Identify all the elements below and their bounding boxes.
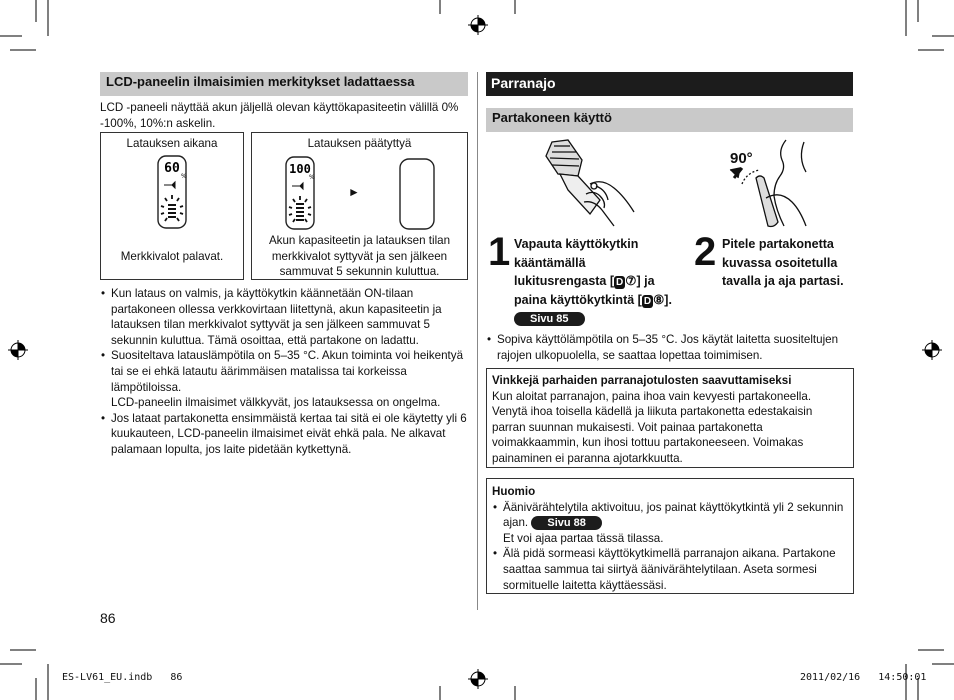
step-1-text: Vapauta käyttökytkin kääntämällä lukitusrengasta [ D ⑦] ja paina käyttökytkintä [ D ⑧]. [514,237,672,307]
footer-file: ES-LV61_EU.indb 86 [62,672,183,683]
svg-text:%: % [309,174,315,181]
list-item: • Kun lataus on valmis, ja käyttökytkin käännetään ON-tilaan partakoneen ollessa verkkovirtaan liitettynä, akun kapasiteetin ja latauksen tilan merkkivalot syttyvät ja sen jälkeen sammuvat 5 sekunnin kuluttua. Tämä osoittaa, että partakone on ladattu. [100,286,468,348]
lcd-value: 60 [164,160,180,176]
note-title: Huomio [492,485,536,498]
panel-during-charging [100,132,244,280]
arrow-icon: ► [348,185,360,199]
panel-after-charging [251,132,468,280]
svg-text:%: % [181,172,187,180]
list-item: • Äänivärähtelytila aktivoituu, jos painat käyttökytkintä yli 2 sekunnin ajan. Sivu 88 Et voi ajaa partaa tässä tilassa. [492,500,848,547]
panel-caption: Merkkivalot palavat. [120,250,224,263]
sub-title-usage: Partakoneen käyttö [486,108,853,132]
section-title-shaving: Parranajo [486,72,853,96]
panel-title: Latauksen aikana [126,137,218,150]
registration-mark-icon [922,340,942,360]
registration-mark-icon [8,340,28,360]
page-ref-badge[interactable]: Sivu 85 [514,312,585,326]
panel-caption: Akun kapasiteetin ja latauksen tilan merkkivalot syttyvät ja sen jälkeen sammuvat 5 sekunnin kuluttua. [268,234,451,279]
ref-d-icon: D [616,277,624,288]
note-box [486,478,854,594]
note-bullet-list [492,500,848,594]
intro-text: LCD -paneeli näyttää akun jäljellä olevan käyttökapasiteetin välillä 0% -100%, 10%:n askelin. [100,101,459,130]
list-item: • Jos lataat partakonetta ensimmäistä kertaa tai sitä ei ole käytetty yli 6 kuukauteen, LCD-paneelin ilmaisimet eivät ehkä pala. Ne alkavat palamaan lopulta, jos laite pidetään kytkettynä. [100,411,468,458]
shaving-angle-illustration [728,138,818,230]
step-number: 1 [488,230,511,274]
tips-text: Kun aloitat parranajon, paina ihoa vain kevyesti partakoneella. Venytä ihoa toisella kädellä ja liikuta partakonetta edestakaisin parran suunnan mukaisesti. Voit painaa partakonetta voimakkaammin, kun ihosi tottuu partakoneeseen. Voimakas painaminen ei paranna ajotarkkuutta. [492,389,813,465]
lcd-display-icon [142,154,202,234]
registration-mark-icon [468,669,488,689]
registration-mark-icon [468,15,488,35]
list-item: • Sopiva käyttölämpötila on 5–35 °C. Jos käytät laitetta suositeltujen rajojen ulkopuolella, se saattaa lopettaa toimimisen. [486,332,854,363]
step-2-text: Pitele partakonetta kuvassa osoitetulla tavalla ja aja partasi. [722,237,844,288]
page-ref-badge[interactable]: Sivu 88 [531,516,602,530]
angle-label: 90° [730,150,753,167]
lcd-display-icon [270,155,330,235]
ref-d-icon: D [643,295,652,307]
footer-timestamp: 2011/02/16 14:50:01 [800,672,927,683]
page-number: 86 [100,610,116,626]
lcd-value: 100 [289,162,311,176]
blank-display-icon [398,157,438,233]
tips-box [486,368,854,468]
panel-title: Latauksen päätyttyä [307,137,412,150]
list-item: • Älä pidä sormeasi käyttökytkimellä parranajon aikana. Partakone saattaa sammua tai siirtyä äänivärähtelytilaan. Aseta sormesi sormituelle laitetta käyttäessäsi. [492,546,848,593]
left-bullet-list [100,286,468,458]
tips-title: Vinkkejä parhaiden parranajotulosten saavuttamiseksi [492,374,792,387]
section-title-lcd: LCD-paneelin ilmaisimien merkitykset ladattaessa [100,72,468,96]
right-bullet-list [486,332,854,363]
column-divider [477,72,478,610]
step-number: 2 [694,230,717,274]
list-item: • Suositeltava latauslämpötila on 5–35 °C. Akun toiminta voi heikentyä tai se ei ehkä latautu äärimmäisen matalissa tai korkeissa lämpötiloissa. LCD-paneelin ilmaisimet välkkyvät, jos latauksessa on ongelma. [100,348,468,410]
shaver-in-hand-illustration [538,138,636,230]
